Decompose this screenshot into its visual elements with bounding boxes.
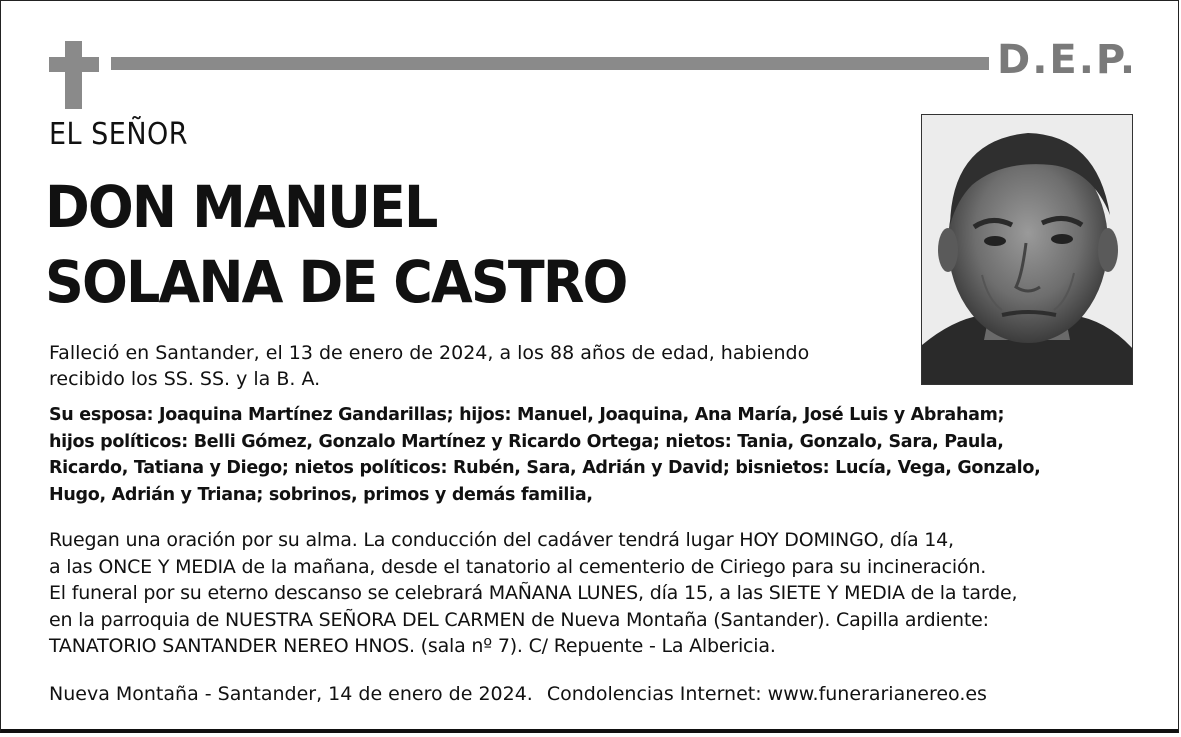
service-line: El funeral por su eterno descanso se celebrará MAÑANA LUNES, día 15, a las SIETE Y MEDIA de la tarde,	[49, 582, 1018, 604]
service-line: a las ONCE Y MEDIA de la mañana, desde el tanatorio al cementerio de Ciriego para su incineración.	[49, 555, 987, 578]
portrait-photo-icon	[922, 115, 1133, 385]
header-rule	[111, 57, 989, 70]
footer	[49, 683, 987, 705]
service-line: en la parroquia de NUESTRA SEÑORA DEL CARMEN de Nueva Montaña (Santander). Capilla ardiente:	[49, 608, 989, 631]
place-date: Nueva Montaña - Santander, 14 de enero de 2024.	[49, 683, 533, 705]
deceased-name-line-2: SOLANA DE CASTRO	[45, 248, 627, 316]
title-prefix: EL SEÑOR	[49, 117, 189, 152]
service-line: Ruegan una oración por su alma. La conducción del cadáver tendrá lugar HOY DOMINGO, día 14,	[49, 529, 954, 551]
portrait-photo	[921, 114, 1133, 385]
family-paragraph	[49, 402, 1040, 508]
death-line: recibido los SS. SS. y la B. A.	[49, 368, 321, 390]
death-notice-paragraph	[49, 340, 809, 392]
family-line: hijos políticos: Belli Gómez, Gonzalo Martínez y Ricardo Ortega; nietos: Tania, Gonzalo, Sara, Paula,	[49, 431, 1004, 452]
dep-label: D.E.P.	[997, 37, 1138, 83]
condolences-link-text: Condolencias Internet: www.funerarianereo.es	[546, 683, 987, 705]
cross-icon	[49, 41, 99, 109]
service-line: TANATORIO SANTANDER NEREO HNOS. (sala nº 7). C/ Repuente - La Albericia.	[49, 635, 776, 657]
family-line: Hugo, Adrián y Triana; sobrinos, primos y demás familia,	[49, 484, 593, 505]
death-line: Falleció en Santander, el 13 de enero de 2024, a los 88 años de edad, habiendo	[49, 342, 810, 364]
deceased-name-line-1: DON MANUEL	[45, 173, 437, 241]
family-line: Ricardo, Tatiana y Diego; nietos políticos: Rubén, Sara, Adrián y David; bisnietos: Lucía, Vega, Gonzalo,	[49, 458, 1041, 478]
family-line: Su esposa: Joaquina Martínez Gandarillas; hijos: Manuel, Joaquina, Ana María, José Luis y Abraham;	[49, 405, 1005, 425]
service-paragraph	[49, 527, 1017, 660]
